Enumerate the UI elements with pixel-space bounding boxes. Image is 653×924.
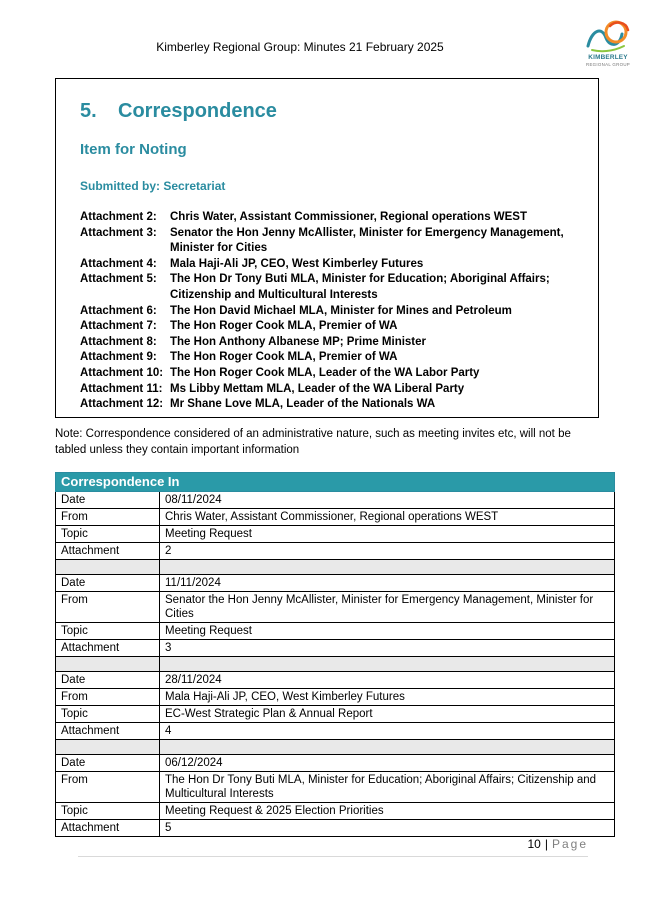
document-header-title: Kimberley Regional Group: Minutes 21 February 2025 xyxy=(156,40,444,54)
table-row xyxy=(56,689,615,706)
row-value: Meeting Request xyxy=(160,623,615,640)
row-label: Date xyxy=(56,492,160,509)
row-label: From xyxy=(56,509,160,526)
row-value: The Hon Dr Tony Buti MLA, Minister for Education; Aboriginal Affairs; Citizenship and Multicultural Interests xyxy=(160,772,615,803)
submitted-by: Submitted by: Secretariat xyxy=(80,179,226,193)
table-row xyxy=(56,526,615,543)
row-label: Attachment xyxy=(56,723,160,740)
row-value: 06/12/2024 xyxy=(160,755,615,772)
attachment-item: Attachment 5: The Hon Dr Tony Buti MLA, Minister for Education; Aboriginal Affairs; Citizenship and Multicultural Interests xyxy=(80,273,550,301)
table-row xyxy=(56,543,615,560)
row-value: 28/11/2024 xyxy=(160,672,615,689)
row-label: Topic xyxy=(56,623,160,640)
table-row xyxy=(56,640,615,657)
row-label: Topic xyxy=(56,706,160,723)
row-label: Attachment xyxy=(56,820,160,837)
table-row xyxy=(56,803,615,820)
page-footer xyxy=(0,837,588,851)
correspondence-in-table xyxy=(55,472,615,837)
row-value: Chris Water, Assistant Commissioner, Regional operations WEST xyxy=(160,509,615,526)
row-label: Date xyxy=(56,575,160,592)
table-row xyxy=(56,672,615,689)
correspondence-note: Note: Correspondence considered of an administrative nature, such as meeting invites etc, will not be tabled unless they contain important information xyxy=(55,428,571,456)
row-value: 08/11/2024 xyxy=(160,492,615,509)
attachment-item: Attachment 12: Mr Shane Love MLA, Leader of the Nationals WA xyxy=(80,398,436,411)
row-value: Senator the Hon Jenny McAllister, Minister for Emergency Management, Minister for Cities xyxy=(160,592,615,623)
table-row xyxy=(56,509,615,526)
attachment-item: Attachment 11: Ms Libby Mettam MLA, Leader of the WA Liberal Party xyxy=(80,382,465,395)
row-label: Topic xyxy=(56,526,160,543)
table-row xyxy=(56,623,615,640)
row-value: 2 xyxy=(160,543,615,560)
logo-subtext: REGIONAL GROUP xyxy=(585,62,631,67)
attachment-item: Attachment 9: The Hon Roger Cook MLA, Premier of WA xyxy=(80,351,398,364)
table-row xyxy=(56,755,615,772)
logo-text: KIMBERLEY xyxy=(588,54,628,61)
logo-swirl-icon xyxy=(582,16,634,54)
kimberley-regional-group-logo xyxy=(582,16,634,74)
row-label: Date xyxy=(56,672,160,689)
table-header: Correspondence In xyxy=(56,473,615,492)
table-row xyxy=(56,575,615,592)
attachment-item: Attachment 3: Senator the Hon Jenny McAllister, Minister for Emergency Management, Minister for Cities xyxy=(80,226,564,255)
row-value: 3 xyxy=(160,640,615,657)
table-spacer-row xyxy=(56,740,615,755)
table-row xyxy=(56,820,615,837)
attachment-list xyxy=(80,210,595,413)
table-row xyxy=(56,723,615,740)
attachment-item: Attachment 6: The Hon David Michael MLA, Minister for Mines and Petroleum xyxy=(80,304,512,317)
row-value: 5 xyxy=(160,820,615,837)
row-value: Mala Haji-Ali JP, CEO, West Kimberley Futures xyxy=(160,689,615,706)
table-spacer-row xyxy=(56,560,615,575)
page-separator: | xyxy=(544,837,548,851)
attachment-item: Attachment 2: Chris Water, Assistant Commissioner, Regional operations WEST xyxy=(80,211,527,223)
row-label: Attachment xyxy=(56,640,160,657)
row-label: From xyxy=(56,689,160,706)
row-value: 4 xyxy=(160,723,615,740)
footer-divider xyxy=(78,856,588,857)
row-label: Attachment xyxy=(56,543,160,560)
attachment-item: Attachment 4: Mala Haji-Ali JP, CEO, West Kimberley Futures xyxy=(80,257,424,270)
table-row xyxy=(56,772,615,803)
row-label: From xyxy=(56,772,160,803)
attachment-item: Attachment 8: The Hon Anthony Albanese MP; Prime Minister xyxy=(80,335,427,348)
row-value: Meeting Request xyxy=(160,526,615,543)
table-row xyxy=(56,492,615,509)
section-title: Correspondence xyxy=(118,100,277,122)
page-word: Page xyxy=(551,837,588,851)
attachment-item: Attachment 10: The Hon Roger Cook MLA, Leader of the WA Labor Party xyxy=(80,366,480,379)
table-row xyxy=(56,592,615,623)
table-spacer-row xyxy=(56,657,615,672)
attachment-item: Attachment 7: The Hon Roger Cook MLA, Premier of WA xyxy=(80,320,398,333)
page-number: 10 xyxy=(527,837,541,851)
row-value: 11/11/2024 xyxy=(160,575,615,592)
row-value: Meeting Request & 2025 Election Priorities xyxy=(160,803,615,820)
row-label: Date xyxy=(56,755,160,772)
section-number: 5. xyxy=(80,100,97,122)
row-value: EC-West Strategic Plan & Annual Report xyxy=(160,706,615,723)
item-for-noting-heading: Item for Noting xyxy=(80,141,187,158)
section-heading xyxy=(80,100,277,123)
row-label: Topic xyxy=(56,803,160,820)
row-label: From xyxy=(56,592,160,623)
table-row xyxy=(56,706,615,723)
table-header-row xyxy=(56,473,615,492)
